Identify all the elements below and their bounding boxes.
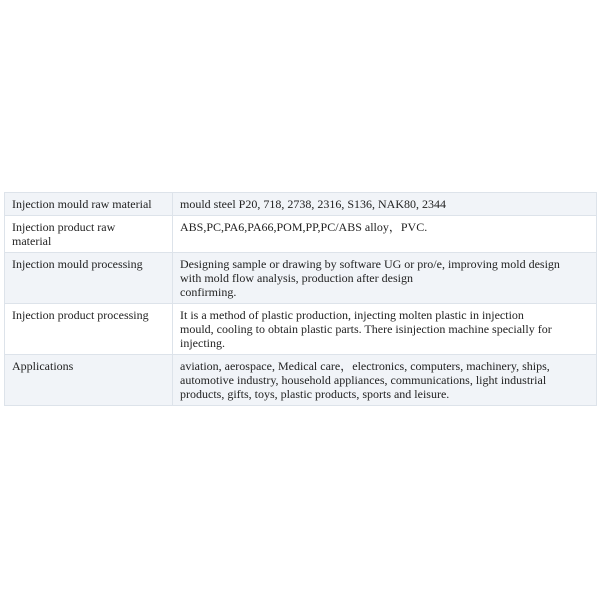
table-row — [5, 216, 597, 253]
value-line: mould, cooling to obtain plastic parts. There isinjection machine specially for — [180, 322, 552, 336]
table-row — [5, 355, 597, 406]
spec-table — [4, 192, 597, 406]
row-value-mould-raw-material — [173, 193, 597, 216]
value-line: confirming. — [180, 285, 237, 299]
value-line: ABS,PC,PA6,PA66,POM,PP,PC/ABS alloy，PVC. — [180, 220, 428, 234]
value-line: It is a method of plastic production, injecting molten plastic in injection — [180, 308, 524, 322]
table-row — [5, 253, 597, 304]
value-line: aviation, aerospace, Medical care，electronics, computers, machinery, ships, — [180, 359, 550, 373]
row-label-product-raw-material — [5, 216, 173, 253]
label-line: material — [12, 234, 52, 248]
value-line: injecting. — [180, 336, 225, 350]
value-line: products, gifts, toys, plastic products, sports and leisure. — [180, 387, 450, 401]
value-line: with mold flow analysis, production after design — [180, 271, 413, 285]
value-line: Designing sample or drawing by software UG or pro/e, improving mold design — [180, 257, 560, 271]
value-line: mould steel P20, 718, 2738, 2316, S136, NAK80, 2344 — [180, 197, 447, 211]
row-value-applications — [173, 355, 597, 406]
row-value-product-processing — [173, 304, 597, 355]
row-value-mould-processing — [173, 253, 597, 304]
row-value-product-raw-material — [173, 216, 597, 253]
table-row — [5, 193, 597, 216]
row-label-mould-raw-material: Injection mould raw material — [5, 193, 173, 216]
label-line: Injection product raw — [12, 220, 116, 234]
row-label-applications: Applications — [5, 355, 173, 406]
row-label-mould-processing: Injection mould processing — [5, 253, 173, 304]
value-line: automotive industry, household appliances, communications, light industrial — [180, 373, 547, 387]
table-row — [5, 304, 597, 355]
row-label-product-processing: Injection product processing — [5, 304, 173, 355]
